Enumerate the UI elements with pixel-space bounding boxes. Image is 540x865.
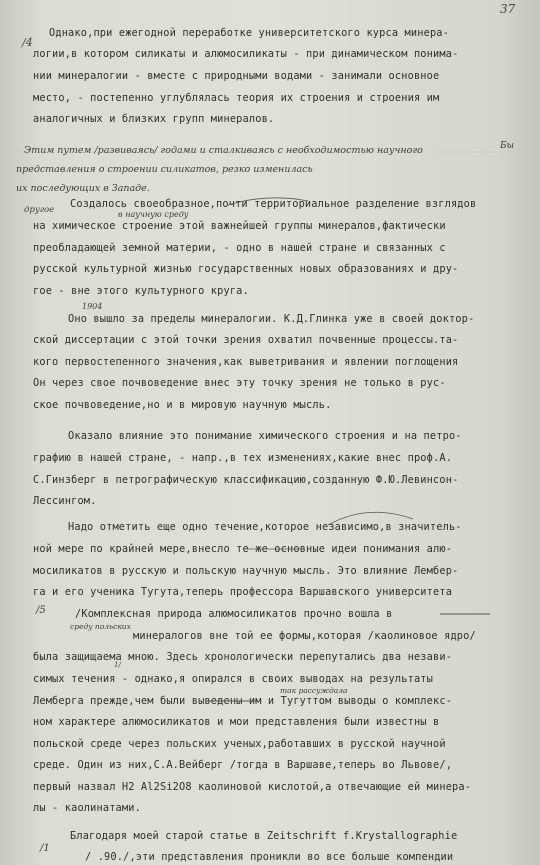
text-line: лы - каолинатами. bbox=[33, 802, 141, 814]
handwritten-note: Этим путем /развиваясь/ годами и сталкиваясь с необходимостью научного bbox=[24, 145, 423, 156]
text-line: мосиликатов в русскую и польскую научную мысль. Это влияние Лембер- bbox=[33, 565, 459, 577]
text-line: ской диссертации с этой точки зрения охватил почвенные процессы.та- bbox=[33, 334, 459, 346]
handwritten-note: /1 bbox=[40, 843, 50, 854]
text-line: Надо отметить еще одно течение,которое независимо,в значитель- bbox=[68, 521, 462, 533]
text-line: Оно вышло за пределы минералогии. К.Д.Глинка уже в своей доктор- bbox=[68, 313, 475, 325]
handwritten-note: в научную среду bbox=[118, 210, 189, 219]
margin-mark: /4 bbox=[22, 36, 33, 49]
text-line: Лессингом. bbox=[33, 495, 97, 507]
handwritten-note: представления о строении силикатов, резко изменилась bbox=[16, 164, 313, 175]
text-line: / .90./,эти представления проникли во все больше компендии bbox=[85, 851, 454, 863]
text-line: Создалось своеобразное,почти территориальное разделение взглядов bbox=[70, 198, 477, 210]
handwritten-note: Бы bbox=[500, 141, 514, 151]
text-line: кого первостепенного значения,как выветривания и явлении поглощения bbox=[33, 356, 459, 368]
handwritten-note: другое bbox=[24, 205, 55, 215]
text-line: первый назвал H2 Al2Si2O8 каолиновой кислотой,а отвечающие ей минера- bbox=[33, 781, 472, 793]
text-line: нии минералогии - вместе с природными водами - занимали основное bbox=[33, 70, 440, 82]
handwritten-note: их последующих в Западе. bbox=[16, 183, 150, 194]
text-line: среде. Один из них,С.А.Вейберг /тогда в Варшаве,теперь во Львове/, bbox=[33, 759, 453, 771]
text-line: место, - постепенно углублялась теория их строения и строения им bbox=[33, 92, 440, 104]
text-line: ном характере алюмосиликатов и мои представления были известны в bbox=[33, 716, 440, 728]
text-line: преобладающей земной материи, - одно в нашей стране и связанных с bbox=[33, 242, 446, 254]
text-line: польской среде через польских ученых,работавших в русской научной bbox=[33, 738, 446, 750]
text-line: ское почвоведение,но и в мировую научную мысль. bbox=[33, 399, 332, 411]
text-line: была защищаема мною. Здесь хронологически перепутались два незави- bbox=[33, 651, 453, 663]
text-line: /Комплексная природа алюмосиликатов прочно вошла в bbox=[75, 608, 393, 620]
text-line: симых течения - однако,я опирался в своих выводах на результаты bbox=[33, 673, 434, 685]
handwritten-note: /5 bbox=[36, 605, 46, 616]
text-line: Оказало влияние это понимание химического строения и на петро- bbox=[68, 430, 462, 442]
text-line: гое - вне этого культурного круга. bbox=[33, 285, 249, 297]
text-line: на химическое строение этой важнейшей группы минералов,фактически bbox=[33, 220, 446, 232]
handwritten-note: 1/ bbox=[114, 661, 121, 669]
handwritten-note: 1904 bbox=[82, 302, 103, 311]
page-number: 37 bbox=[500, 2, 516, 16]
text-line: графию в нашей стране, - напр.,в тех изменениях,какие внес проф.А. bbox=[33, 452, 453, 464]
text-line: русской культурной жизнью государственных новых образованиях и дру- bbox=[33, 263, 459, 275]
text-line: логии,в котором силикаты и алюмосиликаты - при динамическом понима- bbox=[33, 48, 459, 60]
text-line: Лемберга прежде,чем были выведены им и Тугуттом выводы о комплекс- bbox=[33, 695, 453, 707]
text-line: ной мере по крайней мере,внесло те же основные идеи понимания алю- bbox=[33, 543, 453, 555]
text-line: Однако,при ежегодной переработке университетского курса минера- bbox=[49, 27, 450, 39]
text-line: минералогов вне той ее формы,которая /каолиновое ядро/ bbox=[133, 630, 476, 642]
text-line: га и его ученика Тугута,теперь профессора Варшавского университета bbox=[33, 586, 453, 598]
handwritten-note: так рассуждала bbox=[280, 686, 348, 695]
text-line: С.Гинзберг в петрографическую классификацию,созданную Ф.Ю.Левинсон- bbox=[33, 474, 459, 486]
text-line: Благодаря моей старой статье в Zeitschrift f.Krystallographie bbox=[70, 830, 458, 842]
text-line: аналогичных и близких групп минералов. bbox=[33, 113, 275, 125]
handwritten-note: среду польских bbox=[70, 622, 131, 631]
text-line: Он через свое почвоведение внес эту точку зрения не только в рус- bbox=[33, 377, 446, 389]
